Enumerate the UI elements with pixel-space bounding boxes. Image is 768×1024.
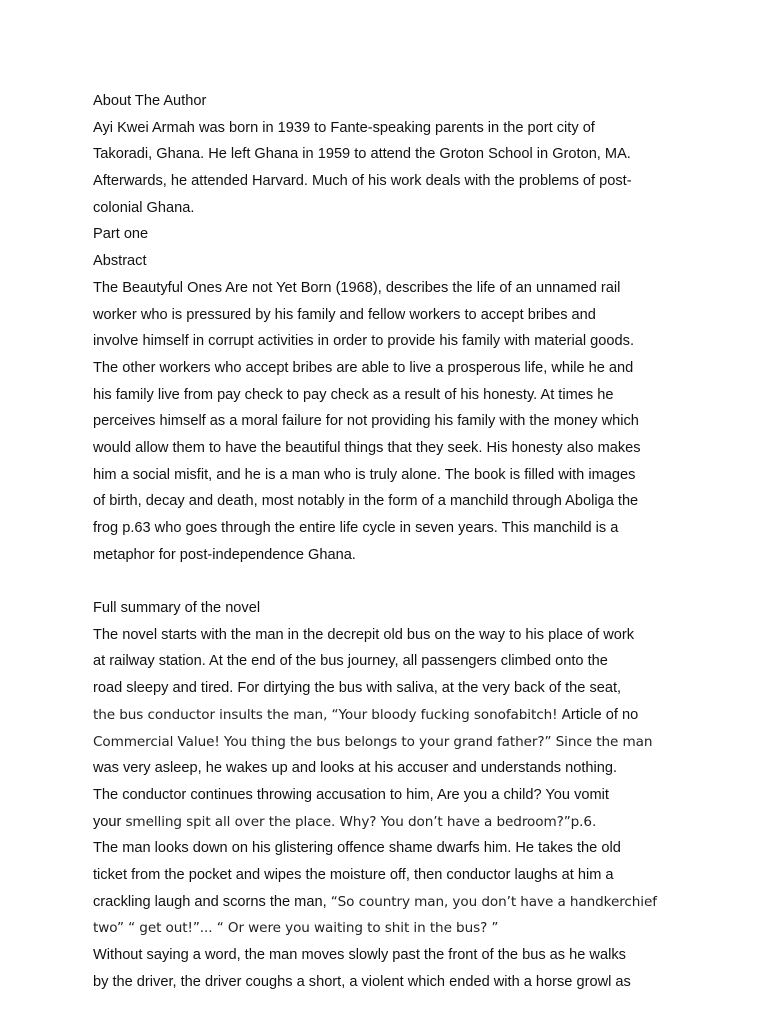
- summary-line: Without saying a word, the man moves slowly past the front of the bus as he walks: [93, 947, 626, 963]
- abstract-line: frog p.63 who goes through the entire life cycle in seven years. This manchild is a: [93, 520, 619, 536]
- blank-line: [93, 568, 693, 595]
- heading-full-summary: Full summary of the novel: [93, 600, 261, 617]
- abstract-line: The Beautyful Ones Are not Yet Born (1968), describes the life of an unnamed rail: [93, 279, 621, 296]
- abstract-line: The other workers who accept bribes are able to live a prosperous life, while he and: [93, 359, 634, 376]
- abstract-line: of birth, decay and death, most notably in the form of a manchild through Aboliga the: [93, 493, 639, 510]
- about-line: Afterwards, he attended Harvard. Much of his work deals with the problems of post-: [93, 173, 632, 190]
- document-page: [93, 88, 693, 995]
- summary-line: The conductor continues throwing accusation to him, Are you a child? You vomit: [93, 786, 609, 803]
- abstract-line: perceives himself as a moral failure for not providing his family with the money which: [93, 413, 639, 430]
- quoted-text: the bus conductor insults the man, “Your bloody fucking sonofabitch! A: [93, 706, 571, 723]
- heading-abstract: Abstract: [93, 253, 147, 270]
- abstract-line: worker who is pressured by his family and fellow workers to accept bribes and: [93, 306, 596, 323]
- abstract-line: involve himself in corrupt activities in order to provide his family with material goods.: [93, 333, 635, 350]
- summary-line: [93, 889, 693, 916]
- abstract-line: him a social misfit, and he is a man who is truly alone. The book is filled with images: [93, 466, 636, 483]
- quoted-text-tail: rticle of no: [570, 706, 639, 723]
- summary-text: your: [93, 813, 126, 830]
- heading-part-one: Part one: [93, 226, 149, 243]
- abstract-line: his family live from pay check to pay check as a result of his honesty. At times he: [93, 386, 614, 403]
- summary-line: road sleepy and tired. For dirtying the bus with saliva, at the very back of the seat,: [93, 680, 622, 697]
- summary-line: The man looks down on his glistering offence shame dwarfs him. He takes the old: [93, 840, 621, 857]
- quoted-text: smelling spit all over the place. Why? You don’t have a bedroom?”p.6.: [125, 813, 597, 830]
- summary-line: by the driver, the driver coughs a short, a violent which ended with a horse growl as: [93, 973, 631, 990]
- summary-line: two” “ get out!”... “ Or were you waiting to shit in the bus? ”: [93, 920, 499, 937]
- quoted-text: “So country man, you don’t have a handkerchief: [330, 893, 657, 910]
- summary-line: was very asleep, he wakes up and looks at his accuser and understands nothing.: [93, 760, 618, 777]
- summary-line: ticket from the pocket and wipes the moisture off, then conductor laughs at him a: [93, 866, 614, 883]
- about-line: Takoradi, Ghana. He left Ghana in 1959 to attend the Groton School in Groton, MA.: [93, 146, 631, 163]
- about-line: Ayi Kwei Armah was born in 1939 to Fante-speaking parents in the port city of: [93, 119, 595, 136]
- summary-line: [93, 809, 693, 836]
- about-line: colonial Ghana.: [93, 199, 195, 216]
- abstract-line: metaphor for post-independence Ghana.: [93, 546, 356, 563]
- summary-line: Commercial Value! You thing the bus belongs to your grand father?” Since the man: [93, 733, 653, 750]
- summary-line: [93, 702, 693, 729]
- summary-text: crackling laugh and scorns the man,: [93, 893, 331, 910]
- abstract-line: would allow them to have the beautiful things that they seek. His honesty also makes: [93, 439, 641, 456]
- summary-line: The novel starts with the man in the decrepit old bus on the way to his place of work: [93, 626, 635, 643]
- heading-about-author: About The Author: [93, 93, 207, 109]
- summary-line: at railway station. At the end of the bus journey, all passengers climbed onto the: [93, 653, 608, 670]
